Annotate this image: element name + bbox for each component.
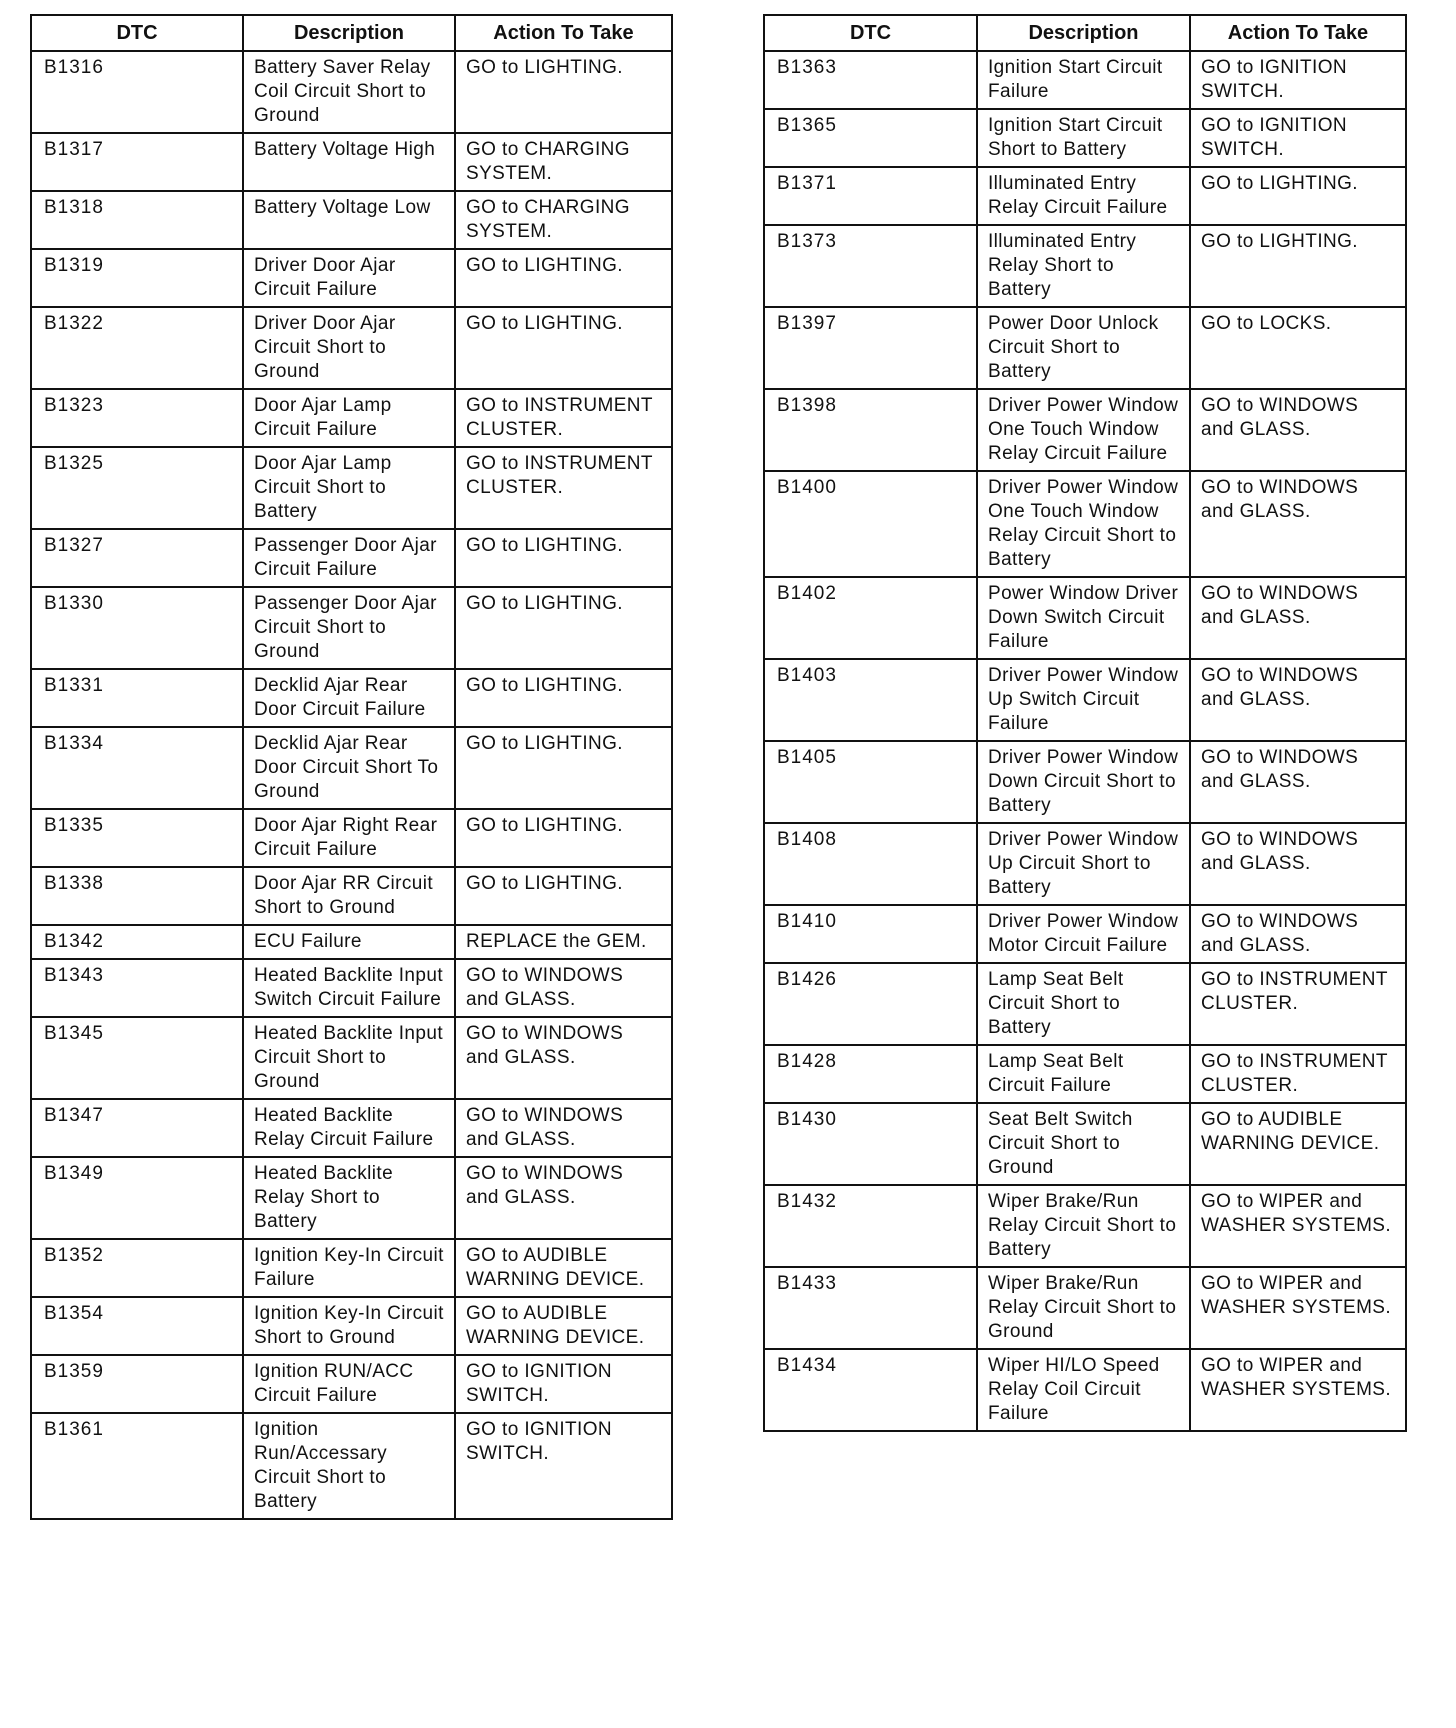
dtc-action: GO to WINDOWS and GLASS. [455, 959, 672, 1017]
dtc-code: B1354 [31, 1297, 243, 1355]
dtc-code: B1361 [31, 1413, 243, 1519]
dtc-code: B1402 [764, 577, 977, 659]
dtc-code: B1426 [764, 963, 977, 1045]
table-row [764, 659, 1406, 741]
dtc-description: Seat Belt Switch Circuit Short to Ground [977, 1103, 1190, 1185]
dtc-description: Driver Power Window Up Circuit Short to Battery [977, 823, 1190, 905]
table-row [31, 447, 672, 529]
table-row [764, 225, 1406, 307]
dtc-action: GO to LIGHTING. [1190, 225, 1406, 307]
dtc-code: B1430 [764, 1103, 977, 1185]
table-row [31, 1017, 672, 1099]
dtc-action: GO to LOCKS. [1190, 307, 1406, 389]
table-row [764, 823, 1406, 905]
dtc-action: GO to WIPER and WASHER SYSTEMS. [1190, 1185, 1406, 1267]
dtc-code: B1408 [764, 823, 977, 905]
table-row [764, 307, 1406, 389]
header-row [764, 15, 1406, 51]
dtc-description: Driver Power Window Down Circuit Short to Battery [977, 741, 1190, 823]
dtc-code: B1434 [764, 1349, 977, 1431]
dtc-description: Decklid Ajar Rear Door Circuit Short To Ground [243, 727, 455, 809]
dtc-code: B1345 [31, 1017, 243, 1099]
dtc-description: Illuminated Entry Relay Short to Battery [977, 225, 1190, 307]
table-row [31, 727, 672, 809]
dtc-action: GO to LIGHTING. [455, 809, 672, 867]
table-row [31, 925, 672, 959]
table-row [31, 133, 672, 191]
dtc-code: B1347 [31, 1099, 243, 1157]
dtc-description: Door Ajar Lamp Circuit Failure [243, 389, 455, 447]
dtc-action: GO to LIGHTING. [455, 727, 672, 809]
table-row [764, 1349, 1406, 1431]
dtc-action: GO to WINDOWS and GLASS. [455, 1099, 672, 1157]
header-description: Description [243, 15, 455, 51]
table-row [764, 471, 1406, 577]
dtc-description: Driver Power Window One Touch Window Relay Circuit Short to Battery [977, 471, 1190, 577]
dtc-description: Driver Door Ajar Circuit Failure [243, 249, 455, 307]
dtc-code: B1433 [764, 1267, 977, 1349]
dtc-action: GO to WINDOWS and GLASS. [1190, 741, 1406, 823]
dtc-description: Wiper Brake/Run Relay Circuit Short to Battery [977, 1185, 1190, 1267]
dtc-code: B1365 [764, 109, 977, 167]
header-dtc: DTC [31, 15, 243, 51]
table-row [31, 1297, 672, 1355]
dtc-description: Heated Backlite Input Circuit Short to Ground [243, 1017, 455, 1099]
dtc-description: Heated Backlite Input Switch Circuit Failure [243, 959, 455, 1017]
dtc-description: Decklid Ajar Rear Door Circuit Failure [243, 669, 455, 727]
dtc-description: Door Ajar RR Circuit Short to Ground [243, 867, 455, 925]
dtc-action: GO to LIGHTING. [455, 867, 672, 925]
dtc-code: B1335 [31, 809, 243, 867]
dtc-action: GO to IGNITION SWITCH. [1190, 109, 1406, 167]
dtc-code: B1322 [31, 307, 243, 389]
table-row [31, 959, 672, 1017]
dtc-code: B1327 [31, 529, 243, 587]
dtc-action: GO to WINDOWS and GLASS. [1190, 905, 1406, 963]
table-row [31, 1355, 672, 1413]
dtc-description: Ignition Run/Accessary Circuit Short to Battery [243, 1413, 455, 1519]
dtc-action: GO to CHARGING SYSTEM. [455, 133, 672, 191]
dtc-code: B1403 [764, 659, 977, 741]
dtc-code: B1319 [31, 249, 243, 307]
dtc-description: Passenger Door Ajar Circuit Failure [243, 529, 455, 587]
dtc-code: B1343 [31, 959, 243, 1017]
dtc-description: Wiper Brake/Run Relay Circuit Short to Ground [977, 1267, 1190, 1349]
dtc-table-right [763, 14, 1407, 1432]
table-row [31, 867, 672, 925]
table-row [764, 1185, 1406, 1267]
dtc-description: Ignition Key-In Circuit Short to Ground [243, 1297, 455, 1355]
table-row [764, 741, 1406, 823]
dtc-action: GO to WINDOWS and GLASS. [455, 1017, 672, 1099]
dtc-code: B1432 [764, 1185, 977, 1267]
dtc-action: GO to LIGHTING. [1190, 167, 1406, 225]
dtc-description: Door Ajar Lamp Circuit Short to Battery [243, 447, 455, 529]
dtc-code: B1373 [764, 225, 977, 307]
dtc-action: GO to WINDOWS and GLASS. [1190, 577, 1406, 659]
table-row [31, 1157, 672, 1239]
dtc-action: GO to WINDOWS and GLASS. [455, 1157, 672, 1239]
dtc-code: B1338 [31, 867, 243, 925]
dtc-code: B1428 [764, 1045, 977, 1103]
dtc-description: Ignition RUN/ACC Circuit Failure [243, 1355, 455, 1413]
table-body [31, 51, 672, 1519]
dtc-action: GO to IGNITION SWITCH. [1190, 51, 1406, 109]
dtc-action: GO to LIGHTING. [455, 307, 672, 389]
dtc-action: GO to IGNITION SWITCH. [455, 1413, 672, 1519]
dtc-description: Driver Power Window Motor Circuit Failure [977, 905, 1190, 963]
dtc-action: GO to LIGHTING. [455, 529, 672, 587]
dtc-code: B1317 [31, 133, 243, 191]
dtc-action: GO to AUDIBLE WARNING DEVICE. [1190, 1103, 1406, 1185]
dtc-code: B1398 [764, 389, 977, 471]
dtc-description: ECU Failure [243, 925, 455, 959]
dtc-description: Passenger Door Ajar Circuit Short to Ground [243, 587, 455, 669]
dtc-action: GO to AUDIBLE WARNING DEVICE. [455, 1239, 672, 1297]
dtc-code: B1400 [764, 471, 977, 577]
dtc-action: GO to WINDOWS and GLASS. [1190, 471, 1406, 577]
dtc-code: B1410 [764, 905, 977, 963]
table-row [764, 1267, 1406, 1349]
table-row [31, 249, 672, 307]
table-row [764, 51, 1406, 109]
table-row [764, 389, 1406, 471]
table-row [764, 963, 1406, 1045]
dtc-action: GO to LIGHTING. [455, 249, 672, 307]
dtc-description: Driver Door Ajar Circuit Short to Ground [243, 307, 455, 389]
dtc-code: B1352 [31, 1239, 243, 1297]
dtc-description: Driver Power Window Up Switch Circuit Failure [977, 659, 1190, 741]
table-row [764, 1103, 1406, 1185]
table-row [31, 51, 672, 133]
dtc-action: GO to LIGHTING. [455, 587, 672, 669]
dtc-code: B1323 [31, 389, 243, 447]
dtc-description: Lamp Seat Belt Circuit Short to Battery [977, 963, 1190, 1045]
table-row [31, 1099, 672, 1157]
table-row [31, 809, 672, 867]
header-dtc: DTC [764, 15, 977, 51]
dtc-description: Driver Power Window One Touch Window Relay Circuit Failure [977, 389, 1190, 471]
dtc-description: Illuminated Entry Relay Circuit Failure [977, 167, 1190, 225]
dtc-action: GO to INSTRUMENT CLUSTER. [455, 447, 672, 529]
table-body [764, 51, 1406, 1431]
dtc-action: GO to WINDOWS and GLASS. [1190, 389, 1406, 471]
table-row [31, 191, 672, 249]
table-row [764, 905, 1406, 963]
table-row [31, 529, 672, 587]
dtc-code: B1397 [764, 307, 977, 389]
header-action: Action To Take [455, 15, 672, 51]
header-row [31, 15, 672, 51]
table-row [31, 669, 672, 727]
dtc-description: Battery Voltage High [243, 133, 455, 191]
dtc-action: GO to IGNITION SWITCH. [455, 1355, 672, 1413]
dtc-code: B1316 [31, 51, 243, 133]
dtc-action: GO to WIPER and WASHER SYSTEMS. [1190, 1349, 1406, 1431]
table-row [764, 1045, 1406, 1103]
dtc-description: Ignition Key-In Circuit Failure [243, 1239, 455, 1297]
dtc-action: GO to WIPER and WASHER SYSTEMS. [1190, 1267, 1406, 1349]
dtc-code: B1342 [31, 925, 243, 959]
dtc-code: B1371 [764, 167, 977, 225]
dtc-code: B1318 [31, 191, 243, 249]
table-row [31, 1413, 672, 1519]
dtc-code: B1334 [31, 727, 243, 809]
dtc-action: GO to INSTRUMENT CLUSTER. [1190, 963, 1406, 1045]
dtc-description: Heated Backlite Relay Short to Battery [243, 1157, 455, 1239]
dtc-table-left [30, 14, 673, 1520]
dtc-code: B1349 [31, 1157, 243, 1239]
dtc-description: Power Window Driver Down Switch Circuit Failure [977, 577, 1190, 659]
table-row [764, 167, 1406, 225]
table-row [31, 587, 672, 669]
dtc-action: GO to WINDOWS and GLASS. [1190, 823, 1406, 905]
dtc-action: GO to CHARGING SYSTEM. [455, 191, 672, 249]
table-row [31, 1239, 672, 1297]
dtc-code: B1325 [31, 447, 243, 529]
dtc-description: Ignition Start Circuit Short to Battery [977, 109, 1190, 167]
dtc-action: GO to LIGHTING. [455, 669, 672, 727]
dtc-description: Lamp Seat Belt Circuit Failure [977, 1045, 1190, 1103]
dtc-code: B1330 [31, 587, 243, 669]
header-description: Description [977, 15, 1190, 51]
dtc-code: B1359 [31, 1355, 243, 1413]
dtc-action: GO to INSTRUMENT CLUSTER. [1190, 1045, 1406, 1103]
dtc-action: GO to WINDOWS and GLASS. [1190, 659, 1406, 741]
dtc-action: GO to AUDIBLE WARNING DEVICE. [455, 1297, 672, 1355]
dtc-action: GO to INSTRUMENT CLUSTER. [455, 389, 672, 447]
table-row [764, 109, 1406, 167]
dtc-description: Power Door Unlock Circuit Short to Battery [977, 307, 1190, 389]
table-row [764, 577, 1406, 659]
dtc-code: B1331 [31, 669, 243, 727]
dtc-action: REPLACE the GEM. [455, 925, 672, 959]
dtc-code: B1405 [764, 741, 977, 823]
table-row [31, 389, 672, 447]
header-action: Action To Take [1190, 15, 1406, 51]
dtc-description: Ignition Start Circuit Failure [977, 51, 1190, 109]
dtc-code: B1363 [764, 51, 977, 109]
dtc-description: Heated Backlite Relay Circuit Failure [243, 1099, 455, 1157]
dtc-description: Battery Saver Relay Coil Circuit Short to Ground [243, 51, 455, 133]
dtc-action: GO to LIGHTING. [455, 51, 672, 133]
dtc-description: Door Ajar Right Rear Circuit Failure [243, 809, 455, 867]
dtc-description: Battery Voltage Low [243, 191, 455, 249]
dtc-description: Wiper HI/LO Speed Relay Coil Circuit Failure [977, 1349, 1190, 1431]
table-row [31, 307, 672, 389]
